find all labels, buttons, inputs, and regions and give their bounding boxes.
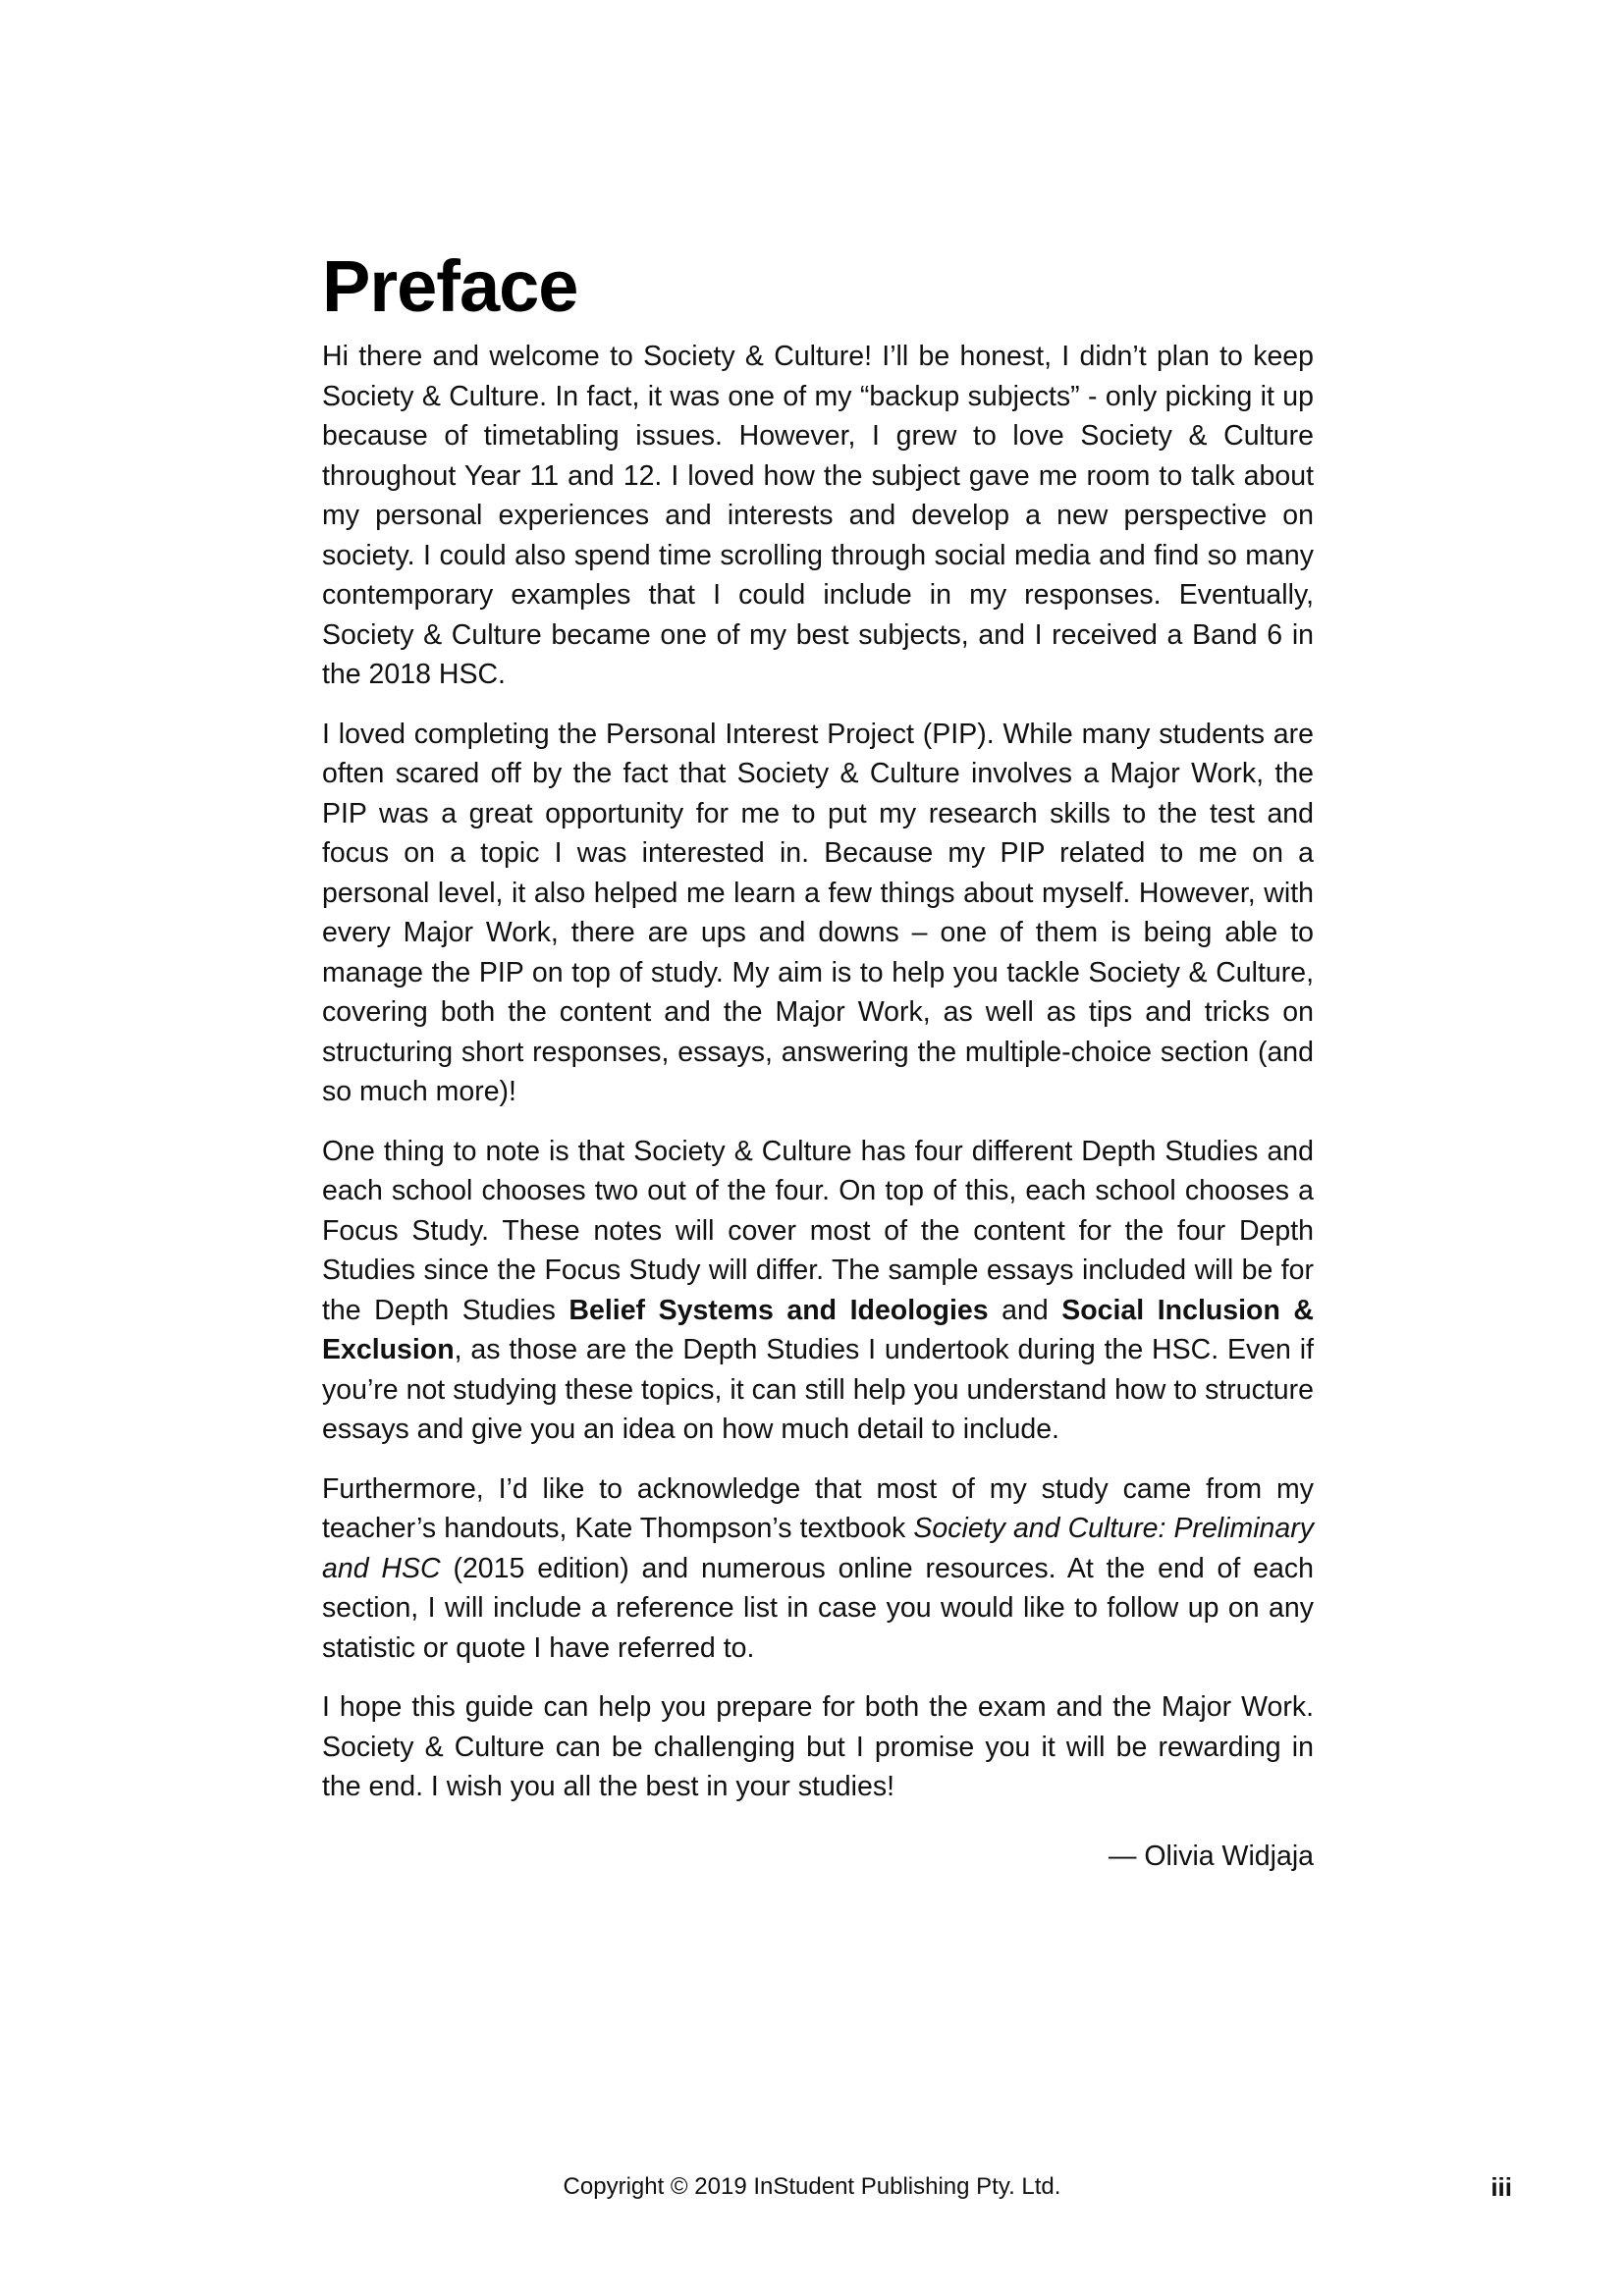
body-paragraph	[322, 337, 1314, 695]
bold-term: Belief Systems and Ideologies	[568, 1294, 989, 1326]
paragraph-text: and	[988, 1294, 1062, 1326]
paragraph-text: One thing to note is that Society & Culture has four different Depth Studies and each school chooses two out of the four. On top of this, each school chooses a Focus Study. These notes will cover most of the content for the four Depth Studies since the Focus Study will differ. The sample essays included will be for the Depth Studies	[322, 1135, 1314, 1326]
paragraph-text: Furthermore, I’d like to acknowledge that most of my study came from my teacher’s handouts, Kate Thompson’s textbook	[322, 1472, 1314, 1544]
body-paragraph	[322, 715, 1314, 1112]
author-signature: — Olivia Widjaja	[1108, 1840, 1314, 1872]
preface-body	[322, 337, 1314, 1807]
paragraph-text: I loved completing the Personal Interest Project (PIP). While many students are often scared off by the fact that Society & Culture involves a Major Work, the PIP was a great opportunity for me to put my research skills to the test and focus on a topic I was interested in. Because my PIP related to me on a personal level, it also helped me learn a few things about myself. However, with every Major Work, there are ups and downs – one of them is being able to manage the PIP on top of study. My aim is to help you tackle Society & Culture, covering both the content and the Major Work, as well as tips and tricks on structuring short responses, essays, answering the multiple-choice section (and so much more)!	[322, 718, 1314, 1107]
copyright-notice: Copyright © 2019 InStudent Publishing Pty. Ltd.	[563, 2173, 1061, 2200]
paragraph-text: , as those are the Depth Studies I undertook during the HSC. Even if you’re not studying these topics, it can still help you understand how to structure essays and give you an idea on how much detail to include.	[322, 1334, 1314, 1445]
paragraph-text: I hope this guide can help you prepare for both the exam and the Major Work. Society & Culture can be challenging but I promise you it will be rewarding in the end. I wish you all the best in your studies!	[322, 1691, 1314, 1802]
italic-title: Society and Culture: Preliminary and HSC	[322, 1513, 1314, 1584]
page-footer	[0, 2167, 1624, 2207]
body-paragraph	[322, 1132, 1314, 1450]
body-paragraph	[322, 1687, 1314, 1807]
paragraph-text: (2015 edition) and numerous online resources. At the end of each section, I will include a reference list in case you would like to follow up on any statistic or quote I have referred to.	[322, 1552, 1314, 1664]
preface-content	[322, 245, 1314, 1876]
body-paragraph	[322, 1469, 1314, 1669]
page-title: Preface	[322, 245, 578, 327]
bold-term: Social Inclusion & Exclusion	[322, 1294, 1314, 1365]
page-number: iii	[1490, 2172, 1512, 2202]
paragraph-text: Hi there and welcome to Society & Culture! I’ll be honest, I didn’t plan to keep Society & Culture. In fact, it was one of my “backup subjects” - only picking it up because of timetabling issues. However, I grew to love Society & Culture throughout Year 11 and 12. I loved how the subject gave me room to talk about my personal experiences and interests and develop a new perspective on society. I could also spend time scrolling through social media and find so many contemporary examples that I could include in my responses. Eventually, Society & Culture became one of my best subjects, and I received a Band 6 in the 2018 HSC.	[322, 341, 1314, 690]
